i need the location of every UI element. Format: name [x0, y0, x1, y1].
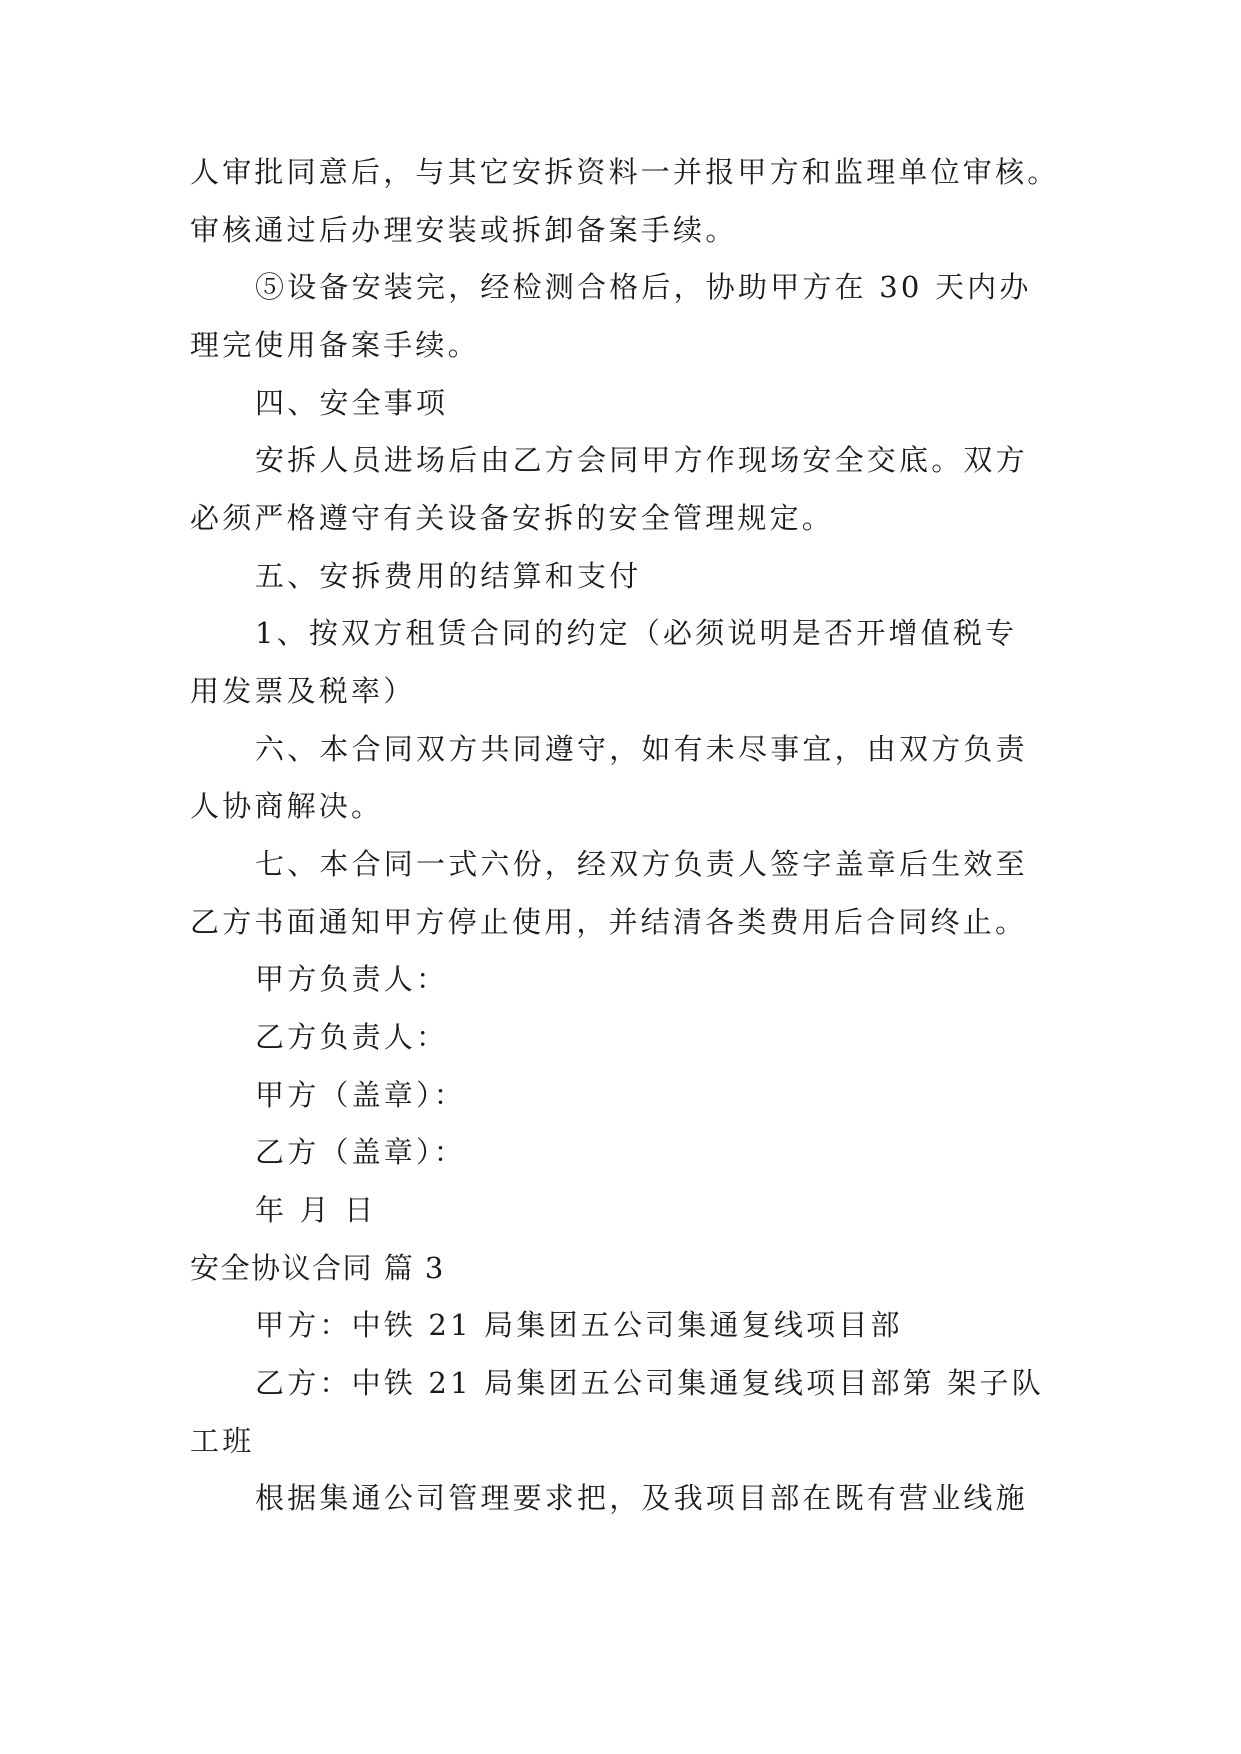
text-line: 乙方书面通知甲方停止使用，并结清各类费用后合同终止。 — [190, 905, 1028, 939]
text-line: 理完使用备案手续。 — [190, 328, 480, 362]
seal-label: 乙方（盖章）： — [255, 1135, 466, 1169]
text-line: ⑤设备安装完，经检测合格后，协助甲方在 30 天内办 — [255, 270, 1032, 304]
text-line: 审核通过后办理安装或拆卸备案手续。 — [190, 213, 738, 247]
text-line: 用发票及税率） — [190, 674, 416, 708]
text-line: 人审批同意后，与其它安拆资料一并报甲方和监理单位审核。 — [190, 155, 1060, 189]
seal-label: 甲方（盖章）： — [255, 1078, 466, 1112]
text-line: 六、本合同双方共同遵守，如有未尽事宜，由双方负责 — [255, 732, 1028, 766]
signature-label: 乙方负责人： — [255, 1020, 449, 1054]
party-a-line: 甲方：中铁 21 局集团五公司集通复线项目部 — [255, 1308, 903, 1342]
text-line: 七、本合同一式六份，经双方负责人签字盖章后生效至 — [255, 847, 1028, 881]
text-line: 1、按双方租赁合同的约定（必须说明是否开增值税专 — [255, 616, 1018, 650]
text-line: 根据集通公司管理要求把，及我项目部在既有营业线施 — [255, 1481, 1028, 1515]
party-b-line: 乙方：中铁 21 局集团五公司集通复线项目部第 架子队 — [255, 1366, 1044, 1400]
date-line: 年 月 日 — [255, 1193, 377, 1227]
text-line: 工班 — [190, 1424, 255, 1458]
text-line: 必须严格遵守有关设备安拆的安全管理规定。 — [190, 501, 835, 535]
section-heading: 五、安拆费用的结算和支付 — [255, 559, 642, 593]
signature-label: 甲方负责人： — [255, 962, 449, 996]
text-line: 安拆人员进场后由乙方会同甲方作现场安全交底。双方 — [255, 443, 1028, 477]
text-line: 人协商解决。 — [190, 789, 384, 823]
document-title: 安全协议合同 篇 3 — [190, 1251, 445, 1285]
section-heading: 四、安全事项 — [255, 386, 449, 420]
